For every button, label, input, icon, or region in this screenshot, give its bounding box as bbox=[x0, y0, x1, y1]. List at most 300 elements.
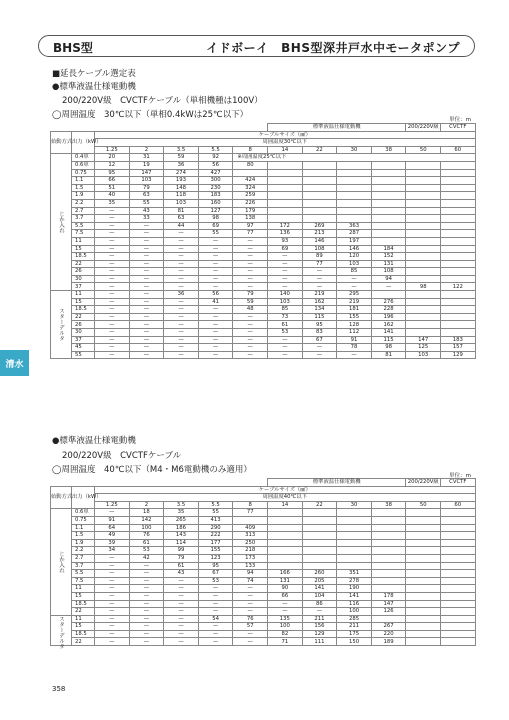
cable-size-header: 14 bbox=[268, 501, 303, 509]
value-cell: 81 bbox=[371, 351, 406, 359]
value-cell: 103 bbox=[164, 199, 199, 207]
table-row bbox=[51, 199, 476, 207]
value-cell: 222 bbox=[198, 532, 233, 540]
cable-size-header: 38 bbox=[371, 146, 406, 154]
value-cell: — bbox=[302, 268, 337, 276]
value-cell: — bbox=[129, 585, 164, 593]
value-cell: 190 bbox=[337, 585, 372, 593]
value-cell bbox=[337, 562, 372, 570]
value-cell: 39 bbox=[95, 539, 130, 547]
value-cell: — bbox=[233, 630, 268, 638]
value-cell bbox=[371, 230, 406, 238]
header-cable-size: ケーブルサイズ（㎟） bbox=[95, 486, 476, 494]
value-cell: — bbox=[198, 260, 233, 268]
value-cell: 126 bbox=[371, 608, 406, 616]
value-cell: — bbox=[164, 313, 199, 321]
value-cell: 103 bbox=[406, 351, 441, 359]
value-cell: — bbox=[164, 321, 199, 329]
value-cell bbox=[371, 215, 406, 223]
cable-size-header: 8 bbox=[233, 146, 268, 154]
value-cell: 79 bbox=[164, 554, 199, 562]
value-cell: — bbox=[95, 344, 130, 352]
value-cell: 43 bbox=[164, 570, 199, 578]
value-cell: 183 bbox=[441, 336, 476, 344]
value-cell: 160 bbox=[198, 199, 233, 207]
value-cell bbox=[406, 562, 441, 570]
value-cell: 155 bbox=[198, 547, 233, 555]
value-cell: — bbox=[198, 344, 233, 352]
value-cell: 43 bbox=[129, 207, 164, 215]
value-cell bbox=[406, 516, 441, 524]
value-cell: 104 bbox=[302, 592, 337, 600]
table-row bbox=[51, 177, 476, 185]
value-cell: 86 bbox=[302, 600, 337, 608]
value-cell: — bbox=[164, 600, 199, 608]
value-cell: 146 bbox=[302, 237, 337, 245]
value-cell: 67 bbox=[198, 570, 233, 578]
value-cell bbox=[371, 585, 406, 593]
cable-size-header: 50 bbox=[406, 146, 441, 154]
value-cell bbox=[406, 608, 441, 616]
value-cell: 53 bbox=[198, 577, 233, 585]
value-cell: 116 bbox=[337, 600, 372, 608]
output-cell: 22 bbox=[72, 260, 95, 268]
value-cell: 128 bbox=[337, 321, 372, 329]
value-cell: — bbox=[233, 608, 268, 616]
value-cell bbox=[406, 268, 441, 276]
value-cell: — bbox=[164, 577, 199, 585]
value-cell: 125 bbox=[406, 344, 441, 352]
cable-size-header: 3.5 bbox=[164, 146, 199, 154]
value-cell: — bbox=[198, 268, 233, 276]
value-cell bbox=[302, 509, 337, 517]
value-cell bbox=[371, 184, 406, 192]
value-cell bbox=[441, 253, 476, 261]
value-cell: — bbox=[129, 230, 164, 238]
cable-table-30c bbox=[50, 123, 476, 359]
value-cell bbox=[441, 222, 476, 230]
header-title: イドボーイ BHS型深井戸水中モータポンプ bbox=[206, 41, 460, 55]
value-cell bbox=[371, 524, 406, 532]
value-cell: 56 bbox=[198, 291, 233, 299]
value-cell: — bbox=[129, 222, 164, 230]
table-row bbox=[51, 245, 476, 253]
side-tab-shimizu: 清水 bbox=[0, 350, 29, 376]
value-cell bbox=[233, 516, 268, 524]
value-cell: 193 bbox=[164, 177, 199, 185]
value-cell bbox=[441, 215, 476, 223]
value-cell: 157 bbox=[441, 344, 476, 352]
value-cell: — bbox=[129, 329, 164, 337]
value-cell: — bbox=[164, 630, 199, 638]
value-cell bbox=[406, 184, 441, 192]
value-cell: — bbox=[164, 306, 199, 314]
value-cell: 150 bbox=[337, 638, 372, 646]
value-cell bbox=[406, 539, 441, 547]
value-cell bbox=[406, 291, 441, 299]
value-cell: — bbox=[95, 268, 130, 276]
output-cell: 26 bbox=[72, 321, 95, 329]
value-cell: — bbox=[233, 638, 268, 646]
value-cell bbox=[441, 570, 476, 578]
output-cell: 5.5 bbox=[72, 570, 95, 578]
table-row bbox=[51, 630, 476, 638]
value-cell: — bbox=[95, 275, 130, 283]
value-cell bbox=[406, 275, 441, 283]
value-cell: 63 bbox=[129, 192, 164, 200]
value-cell: — bbox=[164, 275, 199, 283]
value-cell: — bbox=[129, 351, 164, 359]
value-cell: — bbox=[95, 260, 130, 268]
table1-spec-line3: ◯周囲温度 30℃以下（単相0.4kWは25℃以下） bbox=[52, 110, 249, 120]
value-cell: — bbox=[268, 351, 303, 359]
value-cell: 19 bbox=[129, 161, 164, 169]
value-cell bbox=[337, 547, 372, 555]
value-cell: — bbox=[337, 351, 372, 359]
header-output: 出力（kW） bbox=[72, 131, 95, 154]
value-cell bbox=[337, 215, 372, 223]
output-cell: 15 bbox=[72, 245, 95, 253]
value-cell bbox=[441, 608, 476, 616]
value-cell: 97 bbox=[233, 222, 268, 230]
value-cell: — bbox=[95, 230, 130, 238]
value-cell bbox=[371, 161, 406, 169]
value-cell bbox=[441, 321, 476, 329]
value-cell: 64 bbox=[95, 524, 130, 532]
value-cell: 133 bbox=[233, 562, 268, 570]
table-row bbox=[51, 547, 476, 555]
value-cell: 363 bbox=[337, 222, 372, 230]
table-row bbox=[51, 600, 476, 608]
value-cell: 295 bbox=[337, 291, 372, 299]
value-cell bbox=[406, 630, 441, 638]
value-cell bbox=[337, 539, 372, 547]
output-cell: 30 bbox=[72, 329, 95, 337]
value-cell: 85 bbox=[268, 306, 303, 314]
value-cell bbox=[441, 237, 476, 245]
header-ambient-temp: 周囲温度30℃以下 bbox=[95, 139, 476, 147]
value-cell: 181 bbox=[337, 306, 372, 314]
value-cell: 179 bbox=[233, 207, 268, 215]
table-row bbox=[51, 585, 476, 593]
value-cell: 166 bbox=[268, 570, 303, 578]
value-cell bbox=[441, 585, 476, 593]
table-row bbox=[51, 608, 476, 616]
value-cell: — bbox=[164, 638, 199, 646]
value-cell: 103 bbox=[337, 260, 372, 268]
table-row bbox=[51, 306, 476, 314]
value-cell: 152 bbox=[371, 253, 406, 261]
value-cell bbox=[441, 275, 476, 283]
value-cell: — bbox=[164, 260, 199, 268]
value-cell: 34 bbox=[95, 547, 130, 555]
value-cell: 178 bbox=[371, 592, 406, 600]
value-cell: 300 bbox=[198, 177, 233, 185]
value-cell: — bbox=[95, 600, 130, 608]
value-cell: — bbox=[129, 237, 164, 245]
output-cell: 5.5 bbox=[72, 222, 95, 230]
value-cell: — bbox=[95, 253, 130, 261]
table-row bbox=[51, 192, 476, 200]
value-cell: — bbox=[164, 268, 199, 276]
value-cell: 276 bbox=[371, 298, 406, 306]
value-cell bbox=[371, 177, 406, 185]
value-cell: — bbox=[129, 608, 164, 616]
value-cell bbox=[441, 268, 476, 276]
value-cell: — bbox=[95, 585, 130, 593]
value-cell: 138 bbox=[233, 215, 268, 223]
value-cell: — bbox=[233, 329, 268, 337]
table-row bbox=[51, 215, 476, 223]
output-cell: 1.5 bbox=[72, 532, 95, 540]
value-cell: 147 bbox=[129, 169, 164, 177]
value-cell bbox=[371, 532, 406, 540]
table-row bbox=[51, 351, 476, 359]
start-method-label: じか入れ bbox=[51, 154, 72, 291]
value-cell bbox=[441, 539, 476, 547]
value-cell bbox=[441, 509, 476, 517]
table-row bbox=[51, 577, 476, 585]
table-row bbox=[51, 161, 476, 169]
value-cell: 57 bbox=[233, 623, 268, 631]
value-cell bbox=[441, 562, 476, 570]
value-cell: — bbox=[337, 275, 372, 283]
value-cell bbox=[406, 199, 441, 207]
output-cell: 1.9 bbox=[72, 539, 95, 547]
value-cell: 111 bbox=[302, 638, 337, 646]
value-cell: — bbox=[302, 344, 337, 352]
value-cell bbox=[337, 524, 372, 532]
info-cell: CVCTF bbox=[441, 479, 476, 487]
value-cell: — bbox=[337, 283, 372, 291]
value-cell: 136 bbox=[268, 230, 303, 238]
value-cell: 35 bbox=[95, 199, 130, 207]
value-cell bbox=[302, 532, 337, 540]
output-cell: 22 bbox=[72, 608, 95, 616]
value-cell: — bbox=[198, 630, 233, 638]
value-cell bbox=[441, 298, 476, 306]
value-cell: 220 bbox=[371, 630, 406, 638]
info-cell: 標準液温仕様電動機 bbox=[268, 479, 406, 487]
value-cell: — bbox=[198, 306, 233, 314]
value-cell: 427 bbox=[198, 169, 233, 177]
value-cell bbox=[406, 260, 441, 268]
section-title: ■延長ケーブル選定表 bbox=[52, 69, 136, 79]
value-cell: 36 bbox=[164, 161, 199, 169]
value-cell bbox=[268, 539, 303, 547]
value-cell: 228 bbox=[371, 306, 406, 314]
table-row bbox=[51, 260, 476, 268]
value-cell: 74 bbox=[233, 577, 268, 585]
table-row bbox=[51, 207, 476, 215]
value-cell bbox=[302, 199, 337, 207]
value-cell bbox=[441, 313, 476, 321]
output-cell: 11 bbox=[72, 615, 95, 623]
value-cell: 76 bbox=[129, 532, 164, 540]
value-cell: 162 bbox=[371, 321, 406, 329]
value-cell: — bbox=[164, 592, 199, 600]
table-row bbox=[51, 554, 476, 562]
cable-size-header: 22 bbox=[302, 146, 337, 154]
value-cell: 79 bbox=[129, 184, 164, 192]
table-row bbox=[51, 291, 476, 299]
value-cell bbox=[441, 230, 476, 238]
value-cell bbox=[302, 207, 337, 215]
value-cell: — bbox=[129, 600, 164, 608]
value-cell: — bbox=[129, 275, 164, 283]
output-cell: 0.6単 bbox=[72, 509, 95, 517]
value-cell: — bbox=[164, 608, 199, 616]
value-cell bbox=[371, 207, 406, 215]
value-cell bbox=[302, 169, 337, 177]
output-cell: 7.5 bbox=[72, 230, 95, 238]
table1-spec-line2: 200/220V級 CVCTFケーブル（単相機種は100V） bbox=[62, 96, 263, 106]
value-cell: 98 bbox=[406, 283, 441, 291]
value-cell: 78 bbox=[337, 344, 372, 352]
value-cell: 134 bbox=[302, 306, 337, 314]
cable-size-header: 1.25 bbox=[95, 501, 130, 509]
value-cell: — bbox=[268, 283, 303, 291]
value-cell bbox=[406, 329, 441, 337]
value-cell bbox=[337, 554, 372, 562]
output-cell: 11 bbox=[72, 237, 95, 245]
value-cell bbox=[441, 177, 476, 185]
value-cell: 351 bbox=[337, 570, 372, 578]
value-cell: 260 bbox=[302, 570, 337, 578]
table-row bbox=[51, 524, 476, 532]
value-cell: 53 bbox=[268, 329, 303, 337]
value-cell: 177 bbox=[198, 539, 233, 547]
value-cell: — bbox=[268, 608, 303, 616]
value-cell: 218 bbox=[233, 547, 268, 555]
value-cell: — bbox=[198, 336, 233, 344]
value-cell bbox=[371, 222, 406, 230]
value-cell: 55 bbox=[198, 230, 233, 238]
value-cell: 143 bbox=[164, 532, 199, 540]
value-cell bbox=[441, 524, 476, 532]
value-cell: 61 bbox=[129, 539, 164, 547]
value-cell: 49 bbox=[95, 532, 130, 540]
value-cell: — bbox=[268, 600, 303, 608]
value-cell: 69 bbox=[268, 245, 303, 253]
value-cell bbox=[337, 516, 372, 524]
table-row bbox=[51, 283, 476, 291]
output-cell: 2.2 bbox=[72, 199, 95, 207]
value-cell bbox=[371, 547, 406, 555]
value-cell: 92 bbox=[198, 154, 233, 162]
value-cell bbox=[441, 532, 476, 540]
output-cell: 37 bbox=[72, 336, 95, 344]
table-row bbox=[51, 516, 476, 524]
start-method-label: じか入れ bbox=[51, 509, 72, 615]
value-cell bbox=[371, 615, 406, 623]
value-cell: 175 bbox=[337, 630, 372, 638]
value-cell bbox=[406, 570, 441, 578]
value-cell: 189 bbox=[371, 638, 406, 646]
value-cell: 12 bbox=[95, 161, 130, 169]
cable-size-header: 5.5 bbox=[198, 146, 233, 154]
value-cell: — bbox=[95, 215, 130, 223]
value-cell: 31 bbox=[129, 154, 164, 162]
value-cell: 33 bbox=[129, 215, 164, 223]
start-method-label: スターデルタ bbox=[51, 291, 72, 359]
value-cell: — bbox=[198, 600, 233, 608]
table1-unit: 単位：m bbox=[449, 117, 471, 123]
value-cell bbox=[371, 516, 406, 524]
value-cell: 77 bbox=[233, 509, 268, 517]
value-cell: 269 bbox=[302, 222, 337, 230]
value-cell bbox=[337, 184, 372, 192]
value-cell bbox=[441, 207, 476, 215]
value-cell bbox=[406, 306, 441, 314]
value-cell: — bbox=[95, 592, 130, 600]
value-cell: 108 bbox=[302, 245, 337, 253]
value-cell bbox=[441, 623, 476, 631]
output-cell: 1.1 bbox=[72, 524, 95, 532]
output-cell: 22 bbox=[72, 638, 95, 646]
value-cell bbox=[406, 313, 441, 321]
value-cell: — bbox=[198, 321, 233, 329]
value-cell: 77 bbox=[233, 230, 268, 238]
table-row bbox=[51, 329, 476, 337]
value-cell bbox=[406, 509, 441, 517]
value-cell bbox=[406, 245, 441, 253]
value-cell bbox=[268, 161, 303, 169]
value-cell: 148 bbox=[164, 184, 199, 192]
output-cell: 37 bbox=[72, 283, 95, 291]
output-cell: 18.5 bbox=[72, 600, 95, 608]
value-cell: 99 bbox=[164, 547, 199, 555]
output-cell: 15 bbox=[72, 298, 95, 306]
value-cell bbox=[268, 207, 303, 215]
value-cell: 219 bbox=[302, 291, 337, 299]
value-cell: 173 bbox=[233, 554, 268, 562]
table-row bbox=[51, 570, 476, 578]
value-cell: — bbox=[95, 298, 130, 306]
value-cell bbox=[302, 177, 337, 185]
value-cell bbox=[371, 291, 406, 299]
output-cell: 1.1 bbox=[72, 177, 95, 185]
value-cell: 100 bbox=[268, 623, 303, 631]
value-cell bbox=[406, 524, 441, 532]
value-cell bbox=[371, 554, 406, 562]
value-cell: — bbox=[95, 245, 130, 253]
value-cell bbox=[302, 215, 337, 223]
value-cell: — bbox=[268, 275, 303, 283]
info-cell: 200/220V級 bbox=[407, 479, 439, 486]
value-cell bbox=[371, 577, 406, 585]
value-cell: — bbox=[198, 329, 233, 337]
value-cell bbox=[441, 169, 476, 177]
value-cell: — bbox=[164, 298, 199, 306]
value-cell: 285 bbox=[337, 615, 372, 623]
value-cell bbox=[406, 585, 441, 593]
value-cell: — bbox=[129, 615, 164, 623]
value-cell bbox=[406, 554, 441, 562]
table-row bbox=[51, 623, 476, 631]
value-cell: 141 bbox=[302, 585, 337, 593]
cable-size-header: 2 bbox=[129, 146, 164, 154]
value-cell bbox=[268, 547, 303, 555]
value-cell: 142 bbox=[129, 516, 164, 524]
temp-note: ※周囲温度25℃以下 bbox=[233, 154, 475, 162]
value-cell: 95 bbox=[95, 169, 130, 177]
value-cell bbox=[406, 577, 441, 585]
table-row bbox=[51, 336, 476, 344]
value-cell: 59 bbox=[164, 154, 199, 162]
value-cell: 90 bbox=[268, 585, 303, 593]
table-row bbox=[51, 169, 476, 177]
